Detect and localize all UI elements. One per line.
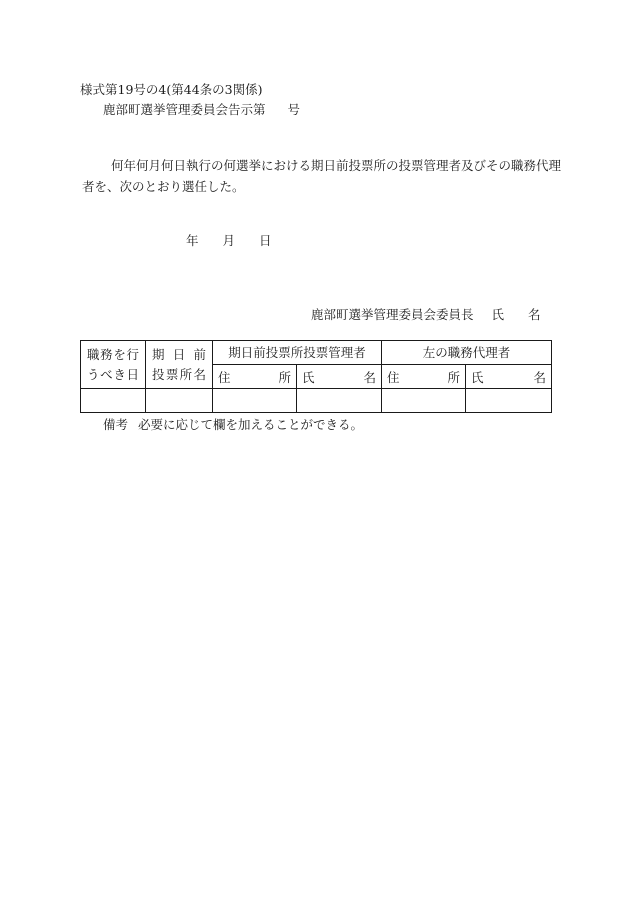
signer-name-2: 名 xyxy=(528,307,541,322)
remark-text: 必要に応じて欄を加えることができる。 xyxy=(138,417,364,432)
notice-suffix: 号 xyxy=(287,102,301,117)
form-number: 様式第19号の4(第44条の3関係) xyxy=(80,82,263,97)
signer-name-1: 氏 xyxy=(491,307,505,322)
notice-number-line xyxy=(103,100,300,118)
header-duty-date-line1: 職 務 を 行 xyxy=(87,346,139,362)
signer-line xyxy=(311,305,541,323)
cell-polling-place[interactable] xyxy=(146,389,213,413)
subheader-deputy-name: 氏 名 xyxy=(466,365,552,389)
date-year: 年 xyxy=(186,233,199,248)
body-text: 何年何月何日執行の何選挙における期日前投票所の投票管理者及びその職務代理者を、次のとおり選任した。 xyxy=(82,158,562,194)
table-row xyxy=(81,389,552,413)
header-polling-place-line2: 投 票 所 名 xyxy=(152,366,206,382)
header-polling-manager: 期日前投票所投票管理者 xyxy=(213,341,382,365)
appointment-table xyxy=(80,340,552,413)
subheader-deputy-address: 住 所 xyxy=(382,365,466,389)
date-day: 日 xyxy=(259,233,272,248)
subheader-manager-name: 氏 名 xyxy=(297,365,382,389)
signer-title: 鹿部町選挙管理委員会委員長 xyxy=(311,307,474,322)
cell-manager-name[interactable] xyxy=(297,389,382,413)
cell-manager-address[interactable] xyxy=(213,389,297,413)
date-line xyxy=(186,231,272,249)
remark-label: 備考 xyxy=(103,417,129,432)
remark xyxy=(103,415,363,433)
date-month: 月 xyxy=(222,233,236,248)
notice-prefix: 鹿部町選挙管理委員会告示第 xyxy=(103,102,266,117)
header-duty-date xyxy=(81,341,146,389)
header-duty-date-line2: う べ き 日 xyxy=(87,366,139,382)
cell-duty-date[interactable] xyxy=(81,389,146,413)
cell-deputy-address[interactable] xyxy=(382,389,466,413)
header-polling-place-line1: 期 日 前 xyxy=(152,346,206,362)
header-deputy: 左の職務代理者 xyxy=(382,341,552,365)
cell-deputy-name[interactable] xyxy=(466,389,552,413)
subheader-manager-address: 住 所 xyxy=(213,365,297,389)
header-polling-place xyxy=(146,341,213,389)
